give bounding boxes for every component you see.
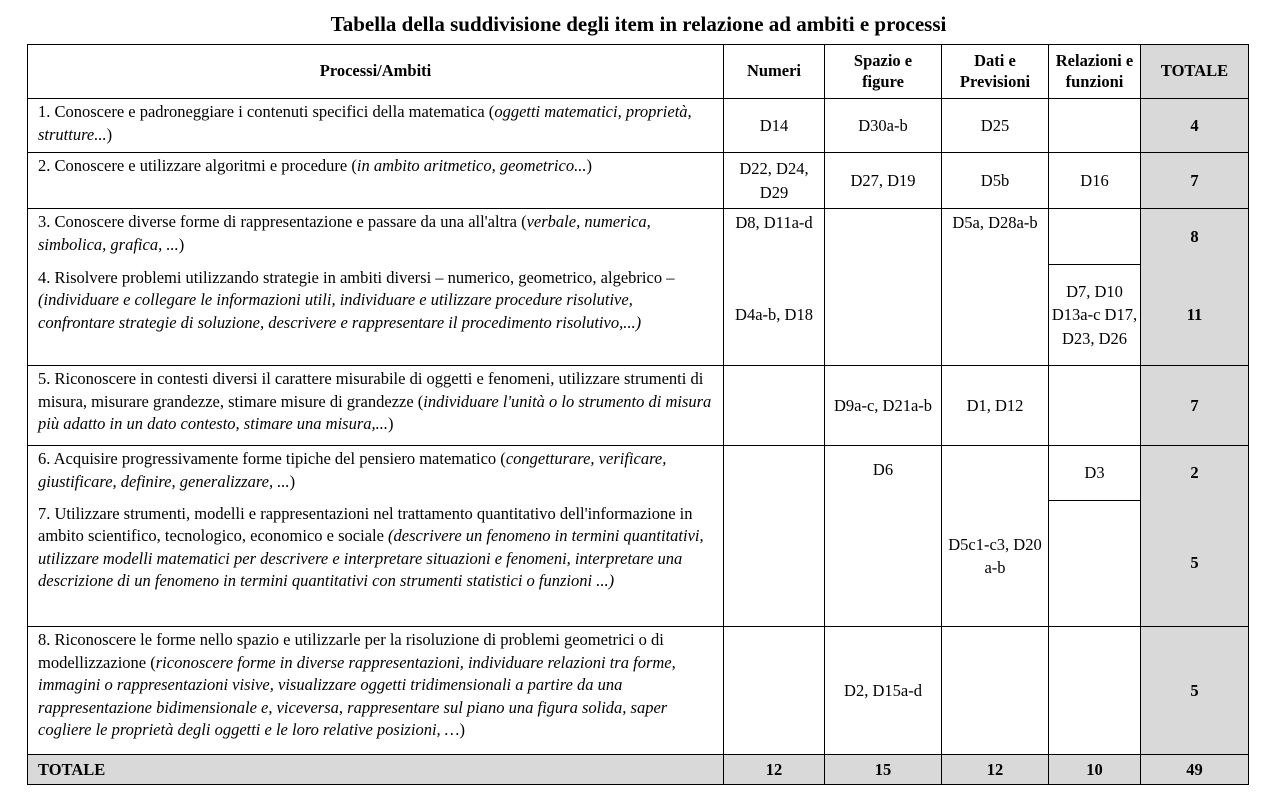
cell-r4-dati	[942, 265, 1049, 366]
table-row	[28, 209, 1249, 265]
total-spazio: 15	[825, 755, 942, 785]
total-row-label: TOTALE	[28, 755, 724, 785]
table-row	[28, 627, 1249, 755]
cell-r8-relazioni	[1049, 627, 1141, 755]
header-spazio-line1: Spazio e	[853, 50, 913, 70]
total-dati: 12	[942, 755, 1049, 785]
cell-r1-dati: D25	[942, 99, 1049, 153]
total-r2: 7	[1141, 153, 1249, 209]
total-r6: 2	[1141, 446, 1249, 501]
header-spazio	[825, 45, 942, 99]
cell-r3-relazioni	[1049, 209, 1141, 265]
cell-r6-r7-numeri	[724, 446, 825, 627]
cell-r4-relazioni: D7, D10 D13a-c D17, D23, D26	[1049, 265, 1141, 366]
cell-r5-dati: D1, D12	[942, 366, 1049, 446]
total-totale: 49	[1141, 755, 1249, 785]
process-2: 2. Conoscere e utilizzare algoritmi e procedure (in ambito aritmetico, geometrico...)	[28, 153, 724, 209]
cell-r1-spazio: D30a-b	[825, 99, 942, 153]
cell-r4-numeri: D4a-b, D18	[724, 265, 825, 366]
total-r7: 5	[1141, 501, 1249, 627]
cell-r3-dati: D5a, D28a-b	[942, 209, 1049, 265]
total-r5: 7	[1141, 366, 1249, 446]
cell-r5-relazioni	[1049, 366, 1141, 446]
process-4: 4. Risolvere problemi utilizzando strategie in ambiti diversi – numerico, geometrico, algebrico –(individuare e collegare le informazioni utili, individuare e utilizzare procedure risolutive, confrontare strategie di soluzione, descrivere e rappresentare il procedimento risolutivo,...)	[28, 265, 724, 366]
header-row	[28, 45, 1249, 99]
table-row	[28, 446, 1249, 501]
header-numeri: Numeri	[724, 45, 825, 99]
header-processi: Processi/Ambiti	[28, 45, 724, 99]
process-6: 6. Acquisire progressivamente forme tipiche del pensiero matematico (congetturare, verificare, giustificare, definire, generalizzare, ...)	[28, 446, 724, 501]
process-1: 1. Conoscere e padroneggiare i contenuti specifici della matematica (oggetti matematici, proprietà, strutture...)	[28, 99, 724, 153]
cell-r8-spazio: D2, D15a-d	[825, 627, 942, 755]
cell-r6-relazioni: D3	[1049, 446, 1141, 501]
total-r1: 4	[1141, 99, 1249, 153]
table-row	[28, 99, 1249, 153]
table-row	[28, 265, 1249, 366]
cell-r3-r4-spazio	[825, 209, 942, 366]
total-numeri: 12	[724, 755, 825, 785]
header-dati-line2: Previsioni	[959, 71, 1031, 91]
cell-r2-numeri: D22, D24, D29	[724, 153, 825, 209]
header-dati	[942, 45, 1049, 99]
cell-r8-numeri	[724, 627, 825, 755]
total-r8: 5	[1141, 627, 1249, 755]
table-row	[28, 366, 1249, 446]
items-table	[27, 44, 1249, 785]
table-row	[28, 153, 1249, 209]
header-dati-line1: Dati e	[974, 50, 1016, 70]
process-7: 7. Utilizzare strumenti, modelli e rappresentazioni nel trattamento quantitativo dell'informazione in ambito scientifico, tecnologico, economico e sociale (descrivere un fenomeno in termini quantitativi, utilizzare modelli matematici per descrivere e interpretare situazioni e fenomeni, interpretare una descrizione di un fenomeno in termini quantitativi con strumenti statistici o funzioni ...)	[28, 501, 724, 627]
header-spazio-line2: figure	[862, 71, 904, 91]
cell-r1-relazioni	[1049, 99, 1141, 153]
cell-r6-r7-spazio: D6	[825, 446, 942, 627]
cell-r5-numeri	[724, 366, 825, 446]
cell-r2-spazio: D27, D19	[825, 153, 942, 209]
cell-r2-relazioni: D16	[1049, 153, 1141, 209]
total-r4: 11	[1141, 265, 1249, 366]
cell-r5-spazio: D9a-c, D21a-b	[825, 366, 942, 446]
header-relazioni-line2: funzioni	[1065, 71, 1124, 91]
cell-r8-dati	[942, 627, 1049, 755]
cell-r6-r7-dati: D5c1-c3, D20 a-b	[942, 446, 1049, 627]
process-3: 3. Conoscere diverse forme di rappresentazione e passare da una all'altra (verbale, numerica, simbolica, grafica, ...)	[28, 209, 724, 265]
cell-r1-numeri: D14	[724, 99, 825, 153]
table-row	[28, 501, 1249, 627]
total-relazioni: 10	[1049, 755, 1141, 785]
total-r3: 8	[1141, 209, 1249, 265]
table-title: Tabella della suddivisione degli item in relazione ad ambiti e processi	[330, 12, 947, 36]
header-relazioni-line1: Relazioni e	[1055, 50, 1134, 70]
process-5: 5. Riconoscere in contesti diversi il carattere misurabile di oggetti e fenomeni, utilizzare strumenti di misura, misurare grandezze, stimare misure di grandezze (individuare l'unità o lo strumento di misura più adatto in un dato contesto, stimare una misura,...)	[28, 366, 724, 446]
cell-r2-dati: D5b	[942, 153, 1049, 209]
header-relazioni	[1049, 45, 1141, 99]
process-8: 8. Riconoscere le forme nello spazio e utilizzarle per la risoluzione di problemi geometrici o di modellizzazione (riconoscere forme in diverse rappresentazioni, individuare relazioni tra forme, immagini o rappresentazioni visive, visualizzare oggetti tridimensionali a partire da una rappresentazione bidimensionale e, viceversa, rappresentare sul piano una figura solida, saper cogliere le proprietà degli oggetti e le loro relative posizioni, …)	[28, 627, 724, 755]
total-row	[28, 755, 1249, 785]
cell-r3-numeri: D8, D11a-d	[724, 209, 825, 265]
cell-r7-relazioni	[1049, 501, 1141, 627]
header-totale: TOTALE	[1141, 45, 1249, 99]
